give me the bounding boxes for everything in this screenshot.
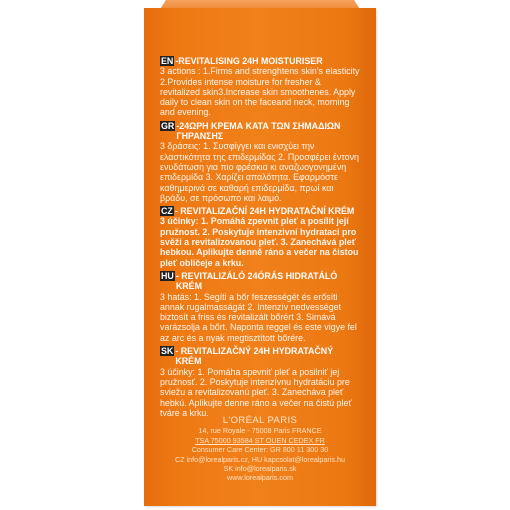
language-code-label: SK: [161, 346, 174, 357]
section-hu: [160, 271, 360, 343]
section-heading: [160, 56, 360, 66]
section-description: 3 actions : 1.Firms and strenghtens skin's elasticity 2.Provides intense moisture for fresher & revitalized skin3.Increase skin smoothenes. Apply daily to clean skin on the faceand neck, morning and evening.: [160, 66, 360, 118]
language-code-label: GR: [161, 120, 175, 131]
section-cz: [160, 206, 360, 268]
section-description: 3 účinky: 1. Pomáha spevniť pleť a posilniť jej pružnosť. 2. Poskytuje intenzívnu hydratáciu pre sviežu a revitalizovanú pleť. 3. Zanecháva pleť hebkú. Aplikujte denne ráno a večer na čistú pleť tváre a krku.: [160, 366, 352, 418]
language-code-label: CZ: [161, 206, 173, 217]
address-line: TSA 75000 93584 ST OUEN CEDEX FR: [195, 435, 325, 445]
contact-email-sk: SK info@lorealparis.sk: [223, 464, 297, 474]
product-title: -REVITALISING 24H MOISTURISER: [175, 56, 323, 66]
section-heading: [160, 206, 360, 216]
consumer-care-line: Consumer Care Center: GR 800 11 300 30: [191, 445, 329, 455]
section-en: [160, 56, 360, 118]
language-code-label: HU: [161, 270, 174, 281]
section-heading: [160, 271, 360, 292]
contact-emails: CZ info@lorealparis.cz, HU kapcsolat@lorealparis.hu: [175, 454, 345, 464]
product-title: - REVITALIZÁLÓ 24ÓRÁS HIDRATÁLÓ KRÉM: [175, 270, 338, 292]
section-description: 3 účinky: 1. Pomáhá zpevnit pleť a posílit její pružnost. 2. Poskytuje intenzivní hydrataci pro svěží a revitalizovanou pleť. 3. Zanechává pleť hebkou. Aplikujte denně ráno a večer na čistou pleť obličeje a krku.: [160, 216, 359, 268]
manufacturer-footer: [150, 416, 370, 483]
multilingual-instructions: [160, 56, 360, 421]
language-code-label: EN: [161, 56, 174, 66]
section-description: 3 hatás: 1. Segíti a bőr feszességét és erősíti annak rugalmasságát 2. Intenzív nedvességet biztosít a friss és revitalizált bőrért 3. Simává varázsolja a bőrt. Naponta reggel és este vigye fel az arc és a nyak megtisztított bőrére.: [160, 291, 357, 343]
section-sk: [160, 346, 360, 418]
product-title: - REVITALIZAČNÝ 24H HYDRATAČNÝ KRÉM: [175, 346, 334, 367]
product-title: -24ΩΡΗ ΚΡΕΜΑ ΚΑΤΑ ΤΩΝ ΣΗΜΑΔΙΩΝ ΓΗΡΑΝΣΗΣ: [176, 120, 341, 142]
section-heading: [160, 121, 360, 142]
website-url: www.lorealparis.com: [227, 473, 293, 483]
address-line: 14, rue Royale - 75008 Paris FRANCE: [198, 426, 322, 436]
section-description: 3 δράσεις: 1. Συσφίγγει και ενισχύει την ελαστικότητα της επιδερμίδας 2. Προσφέρει έντονη ενυδάτωση για πιο φρέσκια κι αναζωογονημένη επιδερμίδα 3. Χαρίζει απαλότητα. Εφαρμόστε καθημερινά σε καθαρή επιδερμίδα, πρωί και βράδυ, σε πρόσωπο και λαιμό.: [160, 141, 359, 203]
brand-logo-text: L'ORÉAL PARIS: [222, 415, 298, 426]
product-title: - REVITALIZAČNÍ 24H HYDRATAČNÍ KRÉM: [174, 206, 355, 217]
section-gr: [160, 121, 360, 203]
section-heading: [160, 346, 360, 367]
